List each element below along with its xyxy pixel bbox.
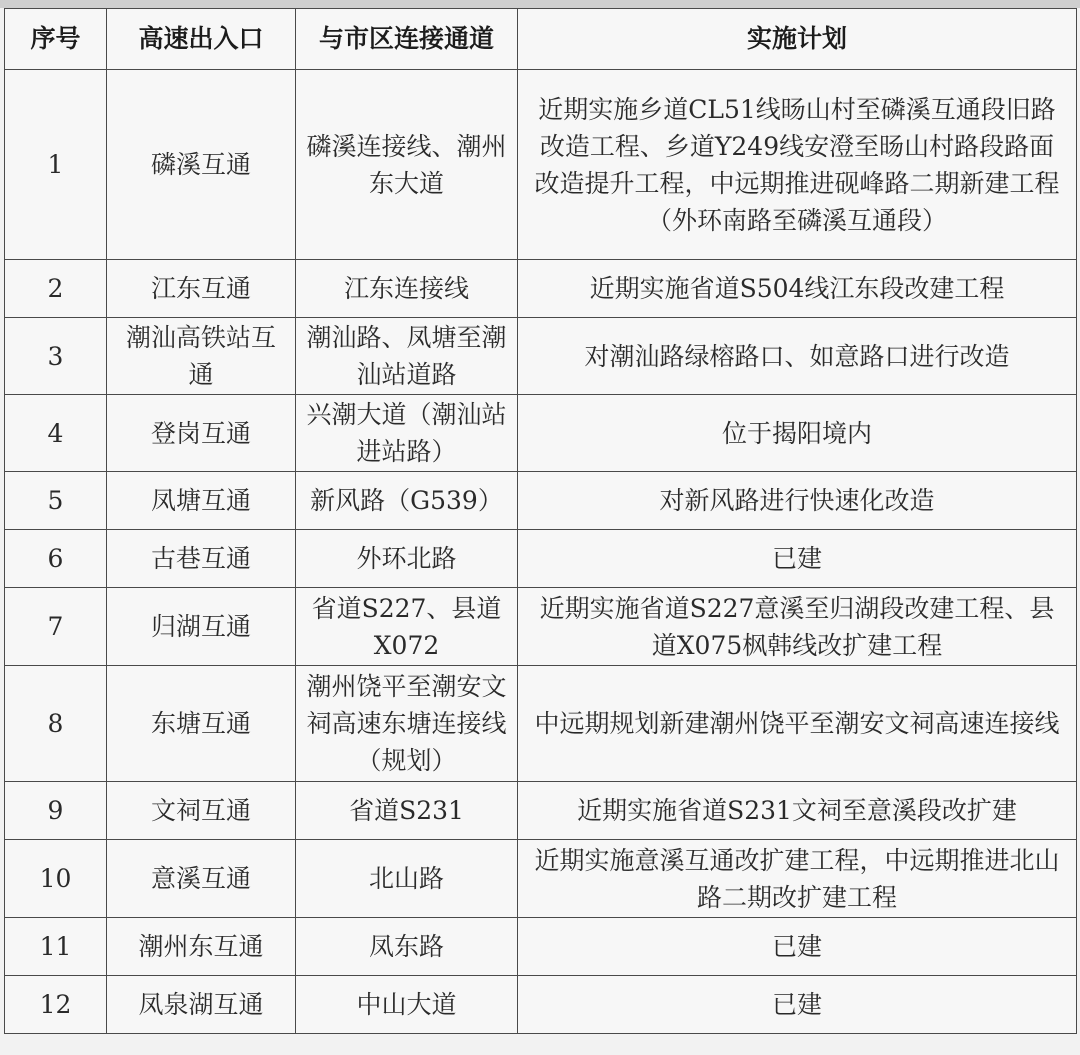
row-plan: 近期实施省道S227意溪至归湖段改建工程、县道X075枫韩线改扩建工程 (518, 588, 1077, 666)
row-channel: 外环北路 (296, 530, 518, 588)
row-no: 10 (5, 840, 107, 918)
row-exit: 潮州东互通 (107, 918, 296, 976)
row-channel: 兴潮大道（潮汕站进站路） (296, 395, 518, 472)
header-channel: 与市区连接通道 (296, 9, 518, 70)
row-no: 4 (5, 395, 107, 472)
table-row (5, 472, 1077, 530)
row-exit: 东塘互通 (107, 666, 296, 782)
row-no: 6 (5, 530, 107, 588)
row-exit: 潮汕高铁站互通 (107, 318, 296, 395)
row-channel: 中山大道 (296, 976, 518, 1034)
row-exit: 登岗互通 (107, 395, 296, 472)
row-channel: 新风路（G539） (296, 472, 518, 530)
row-plan: 已建 (518, 976, 1077, 1034)
row-no: 8 (5, 666, 107, 782)
row-no: 12 (5, 976, 107, 1034)
row-exit: 意溪互通 (107, 840, 296, 918)
row-channel: 省道S231 (296, 782, 518, 840)
row-no: 2 (5, 260, 107, 318)
row-no: 5 (5, 472, 107, 530)
table-row (5, 395, 1077, 472)
row-no: 7 (5, 588, 107, 666)
row-no: 11 (5, 918, 107, 976)
highway-exit-table (4, 8, 1077, 1034)
row-plan: 对新风路进行快速化改造 (518, 472, 1077, 530)
row-exit: 江东互通 (107, 260, 296, 318)
row-plan: 近期实施省道S231文祠至意溪段改扩建 (518, 782, 1077, 840)
table-row (5, 976, 1077, 1034)
row-channel: 潮州饶平至潮安文祠高速东塘连接线（规划） (296, 666, 518, 782)
row-plan: 近期实施意溪互通改扩建工程，中远期推进北山路二期改扩建工程 (518, 840, 1077, 918)
table-row (5, 318, 1077, 395)
row-exit: 磷溪互通 (107, 70, 296, 260)
row-plan: 对潮汕路绿榕路口、如意路口进行改造 (518, 318, 1077, 395)
row-plan: 中远期规划新建潮州饶平至潮安文祠高速连接线 (518, 666, 1077, 782)
table-row (5, 260, 1077, 318)
row-plan: 位于揭阳境内 (518, 395, 1077, 472)
header-plan: 实施计划 (518, 9, 1077, 70)
table-row (5, 782, 1077, 840)
row-exit: 古巷互通 (107, 530, 296, 588)
row-channel: 潮汕路、凤塘至潮汕站道路 (296, 318, 518, 395)
row-channel: 省道S227、县道X072 (296, 588, 518, 666)
table-row (5, 666, 1077, 782)
table-row (5, 840, 1077, 918)
row-exit: 文祠互通 (107, 782, 296, 840)
table-row (5, 918, 1077, 976)
row-channel: 江东连接线 (296, 260, 518, 318)
row-plan: 近期实施省道S504线江东段改建工程 (518, 260, 1077, 318)
row-channel: 磷溪连接线、潮州东大道 (296, 70, 518, 260)
row-plan: 已建 (518, 530, 1077, 588)
top-band (0, 0, 1080, 8)
table-row (5, 588, 1077, 666)
table-header-row (5, 9, 1077, 70)
row-no: 3 (5, 318, 107, 395)
table-row (5, 530, 1077, 588)
row-channel: 北山路 (296, 840, 518, 918)
row-channel: 凤东路 (296, 918, 518, 976)
row-exit: 凤塘互通 (107, 472, 296, 530)
header-exit: 高速出入口 (107, 9, 296, 70)
row-plan: 已建 (518, 918, 1077, 976)
row-exit: 归湖互通 (107, 588, 296, 666)
row-no: 9 (5, 782, 107, 840)
row-no: 1 (5, 70, 107, 260)
header-no: 序号 (5, 9, 107, 70)
table-row (5, 70, 1077, 260)
row-exit: 凤泉湖互通 (107, 976, 296, 1034)
row-plan: 近期实施乡道CL51线旸山村至磷溪互通段旧路改造工程、乡道Y249线安澄至旸山村路段路面改造提升工程，中远期推进砚峰路二期新建工程（外环南路至磷溪互通段） (518, 70, 1077, 260)
